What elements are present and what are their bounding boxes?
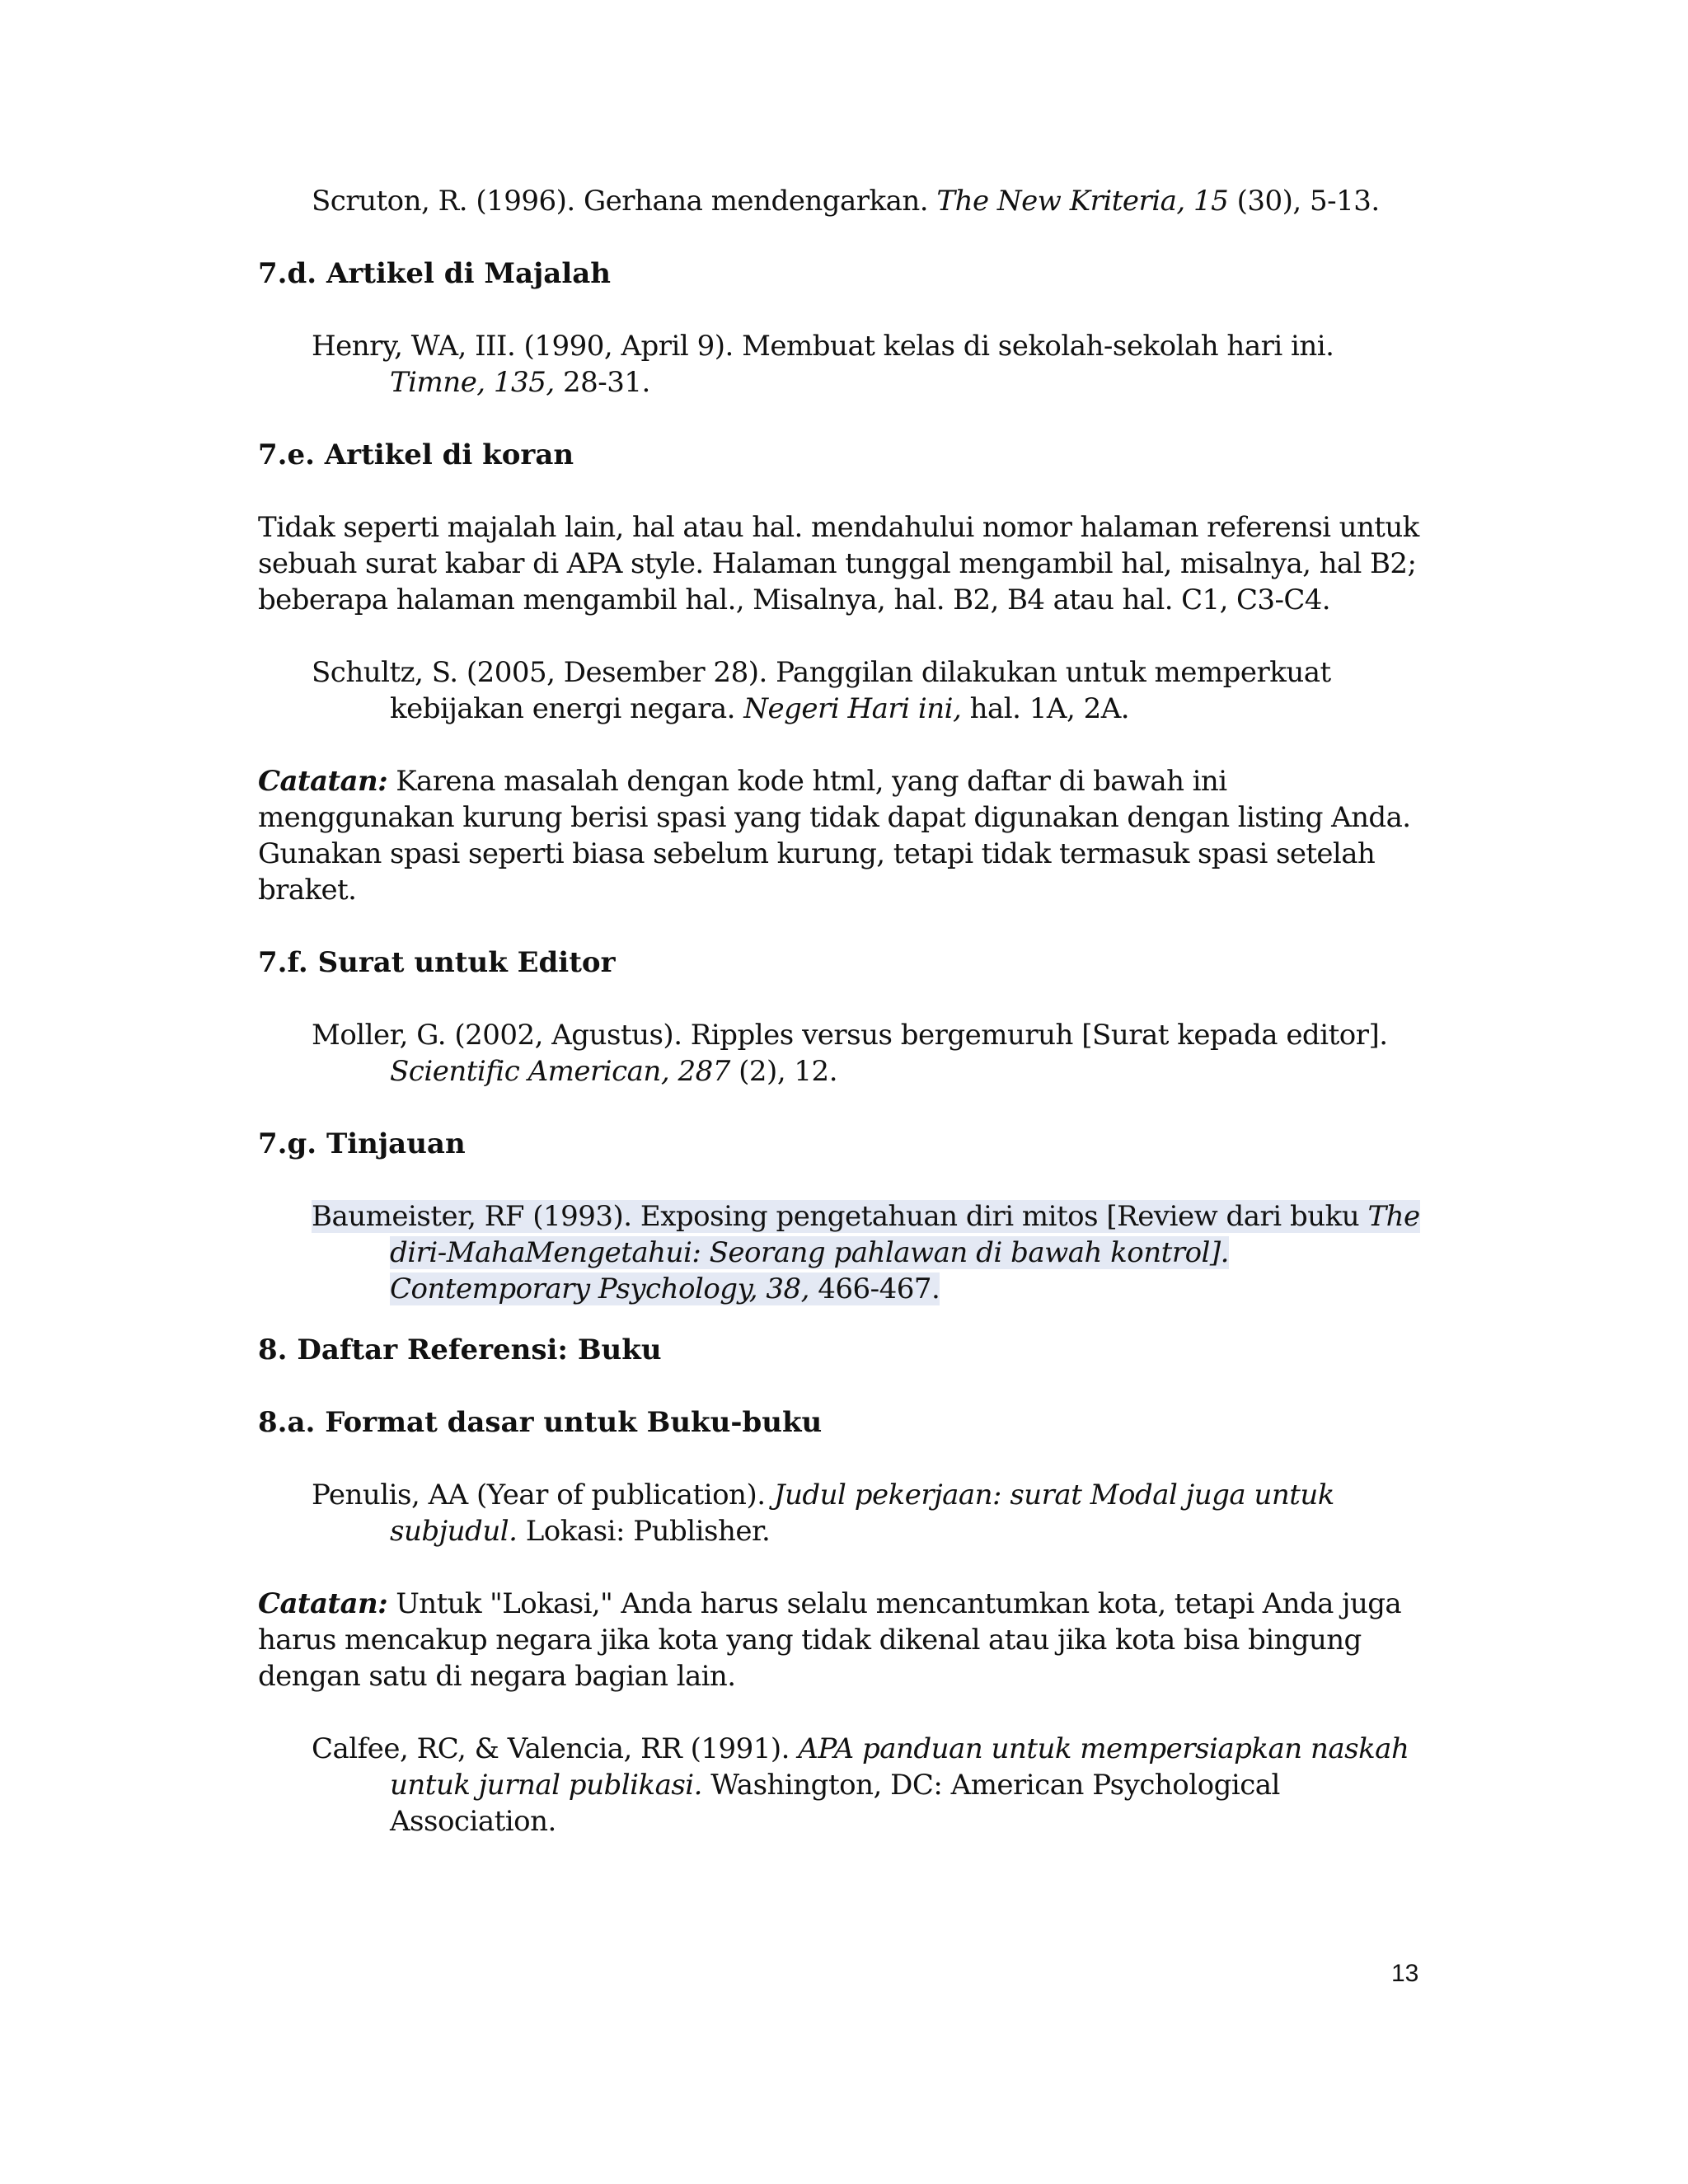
ref-italic: APA panduan untuk mempersiapkan naskah untuk jurnal publikasi. [390,1732,1409,1802]
heading-7g: 7.g. Tinjauan [258,1127,466,1160]
note-label: Catatan: [258,1587,388,1620]
ref-italic: Negeri Hari ini, [743,692,962,725]
ref-text: Schultz, S. (2005, Desember 28). Panggilan dilakukan untuk memperkuat kebijakan energi negara. [312,656,1331,725]
heading-8: 8. Daftar Referensi: Buku [258,1333,662,1366]
paragraph-koran: Tidak seperti majalah lain, hal atau hal. mendahului nomor halaman referensi untuk sebuah surat kabar di APA style. Halaman tunggal mengambil hal, misalnya, hal B2; beberapa halaman mengambil hal., Misalnya, hal. B2, B4 atau hal. C1, C3-C4. [258,511,1419,616]
heading-7f: 7.f. Surat untuk Editor [258,946,616,979]
ref-italic: Judul pekerjaan: surat Modal juga untuk subjudul. [390,1479,1334,1548]
ref-italic-highlighted: The diri-MahaMengetahui: Seorang pahlawan di bawah kontrol]. Contemporary Psychology, 38, [390,1200,1420,1305]
reference-baumeister[interactable] [258,1198,1428,1307]
ref-text: (30), 5-13. [1228,185,1380,218]
reference-penulis [258,1477,1428,1549]
reference-calfee [258,1731,1428,1840]
note-html [258,763,1428,908]
ref-text: (2), 12. [729,1055,837,1088]
note-text: Karena masalah dengan kode html, yang daftar di bawah ini menggunakan kurung berisi spasi yang tidak dapat digunakan dengan listing Anda. Gunakan spasi seperti biasa sebelum kurung, tetapi tidak termasuk spasi setelah braket. [258,765,1411,907]
ref-text: Moller, G. (2002, Agustus). Ripples versus bergemuruh [Surat kepada editor]. [312,1019,1388,1052]
ref-text: 28-31. [554,366,650,399]
heading-8a: 8.a. Format dasar untuk Buku-buku [258,1406,823,1439]
ref-italic: Timne, 135, [390,366,555,399]
ref-text: Lokasi: Publisher. [517,1515,771,1548]
ref-text: Scruton, R. (1996). Gerhana mendengarkan. [312,185,937,218]
reference-schultz [258,654,1428,727]
ref-text: Calfee, RC, & Valencia, RR (1991). [312,1732,799,1765]
note-label: Catatan: [258,765,388,798]
heading-7d: 7.d. Artikel di Majalah [258,257,611,290]
ref-text: Penulis, AA (Year of publication). [312,1479,774,1511]
ref-italic: The New Kriteria, 15 [936,185,1229,218]
ref-italic: Scientific American, 287 [390,1055,730,1088]
ref-text-highlighted: 466-467. [809,1272,940,1305]
ref-text: hal. 1A, 2A. [961,692,1130,725]
page-content [258,183,1428,1876]
note-lokasi [258,1586,1428,1694]
ref-text: Washington, DC: American Psychological Association. [390,1769,1280,1838]
heading-7e: 7.e. Artikel di koran [258,438,574,471]
ref-text-highlighted: Baumeister, RF (1993). Exposing pengetahuan diri mitos [Review dari buku [312,1200,1368,1233]
ref-text: Henry, WA, III. (1990, April 9). Membuat kelas di sekolah-sekolah hari ini. [312,330,1334,363]
reference-scruton [258,183,1428,219]
reference-henry [258,328,1428,401]
reference-moller [258,1017,1428,1090]
page-number: 13 [1391,1960,1419,1987]
note-text: Untuk "Lokasi," Anda harus selalu mencantumkan kota, tetapi Anda juga harus mencakup negara jika kota yang tidak dikenal atau jika kota bisa bingung dengan satu di negara bagian lain. [258,1587,1402,1693]
